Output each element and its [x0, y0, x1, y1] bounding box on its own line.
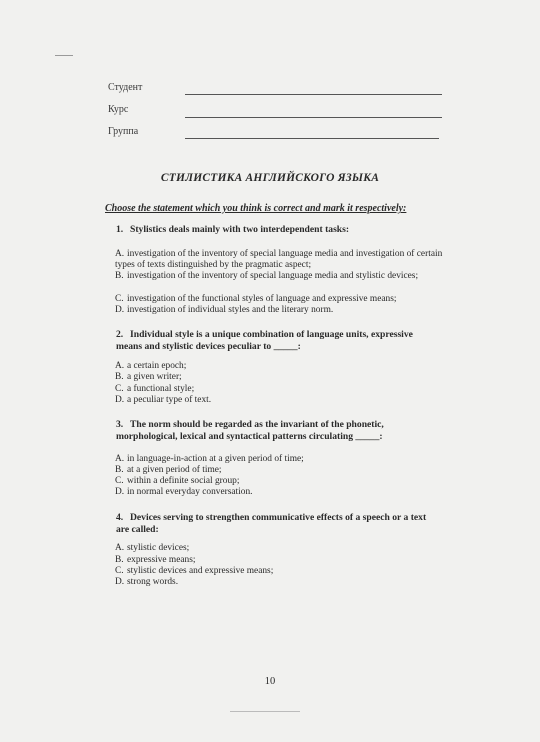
option-letter: A.	[115, 361, 125, 371]
option-text: within a definite social group;	[127, 476, 240, 486]
option-letter: D.	[115, 395, 125, 405]
option-text: a peculiar type of text.	[127, 395, 212, 405]
student-label: Студент	[108, 82, 143, 93]
course-field-line	[185, 117, 442, 118]
option-letter: C.	[115, 476, 124, 486]
option-text: investigation of the inventory of special language media and stylistic devices;	[127, 271, 419, 281]
option-text: stylistic devices and expressive means;	[127, 566, 274, 576]
question-text: Individual style is a unique combination of language units, expressive means and stylistic devices peculiar to _____:	[116, 329, 413, 352]
option-text: in language-in-action at a given period of time;	[127, 454, 304, 464]
option-letter: A.	[115, 543, 125, 553]
option-4a	[115, 543, 450, 554]
scan-artifact-line	[55, 55, 73, 56]
option-letter: B.	[115, 465, 124, 475]
option-2b	[115, 372, 450, 383]
course-label: Курс	[108, 104, 129, 115]
scan-artifact-line	[230, 711, 300, 712]
group-label: Группа	[108, 126, 139, 137]
option-3b	[115, 465, 450, 476]
question-text: Stylistics deals mainly with two interdependent tasks:	[130, 224, 350, 235]
option-text: a functional style;	[127, 384, 195, 394]
option-1c	[115, 294, 450, 305]
option-letter: D.	[115, 487, 125, 497]
student-field-line	[185, 94, 442, 95]
question-3	[116, 419, 436, 443]
option-letter: A.	[115, 454, 125, 464]
option-text: strong words.	[127, 577, 179, 587]
question-text: The norm should be regarded as the invariant of the phonetic, morphological, lexical and syntactical patterns circulating _____:	[116, 419, 384, 442]
option-text: expressive means;	[127, 555, 196, 565]
option-1d	[115, 305, 450, 316]
page-title: СТИЛИСТИКА АНГЛИЙСКОГО ЯЗЫКА	[160, 172, 380, 184]
option-letter: C.	[115, 566, 124, 576]
option-letter: B.	[115, 271, 124, 281]
option-letter: C.	[115, 384, 124, 394]
option-3c	[115, 476, 450, 487]
question-text: Devices serving to strengthen communicative effects of a speech or a text are called:	[116, 512, 427, 535]
option-letter: D.	[115, 305, 125, 315]
question-2	[116, 329, 436, 353]
option-letter: C.	[115, 294, 124, 304]
instruction-text: Choose the statement which you think is correct and mark it respectively:	[105, 203, 407, 214]
option-1a	[115, 249, 450, 271]
option-4c	[115, 566, 450, 577]
option-2c	[115, 384, 450, 395]
option-1b	[115, 271, 450, 282]
group-field-line	[185, 138, 439, 139]
option-4d	[115, 577, 450, 588]
question-number: 1.	[116, 224, 124, 235]
option-text: investigation of individual styles and the literary norm.	[127, 305, 334, 315]
page-number: 10	[264, 676, 276, 687]
option-text: investigation of the inventory of special language media and investigation of certain types of texts distinguished by the pragmatic aspect;	[115, 249, 443, 270]
option-letter: A.	[115, 249, 125, 259]
option-text: in normal everyday conversation.	[127, 487, 253, 497]
option-text: at a given period of time;	[127, 465, 222, 475]
option-text: a given writer;	[127, 372, 182, 382]
option-3a	[115, 454, 450, 465]
option-2a	[115, 361, 450, 372]
option-3d	[115, 487, 450, 498]
question-number: 4.	[116, 512, 124, 523]
option-text: investigation of the functional styles of language and expressive means;	[127, 294, 397, 304]
option-letter: D.	[115, 577, 125, 587]
option-letter: B.	[115, 372, 124, 382]
option-4b	[115, 555, 450, 566]
question-number: 2.	[116, 329, 124, 340]
option-text: stylistic devices;	[127, 543, 190, 553]
option-letter: B.	[115, 555, 124, 565]
option-text: a certain epoch;	[127, 361, 187, 371]
question-number: 3.	[116, 419, 124, 430]
question-4	[116, 512, 436, 536]
question-1	[116, 224, 436, 236]
option-2d	[115, 395, 450, 406]
